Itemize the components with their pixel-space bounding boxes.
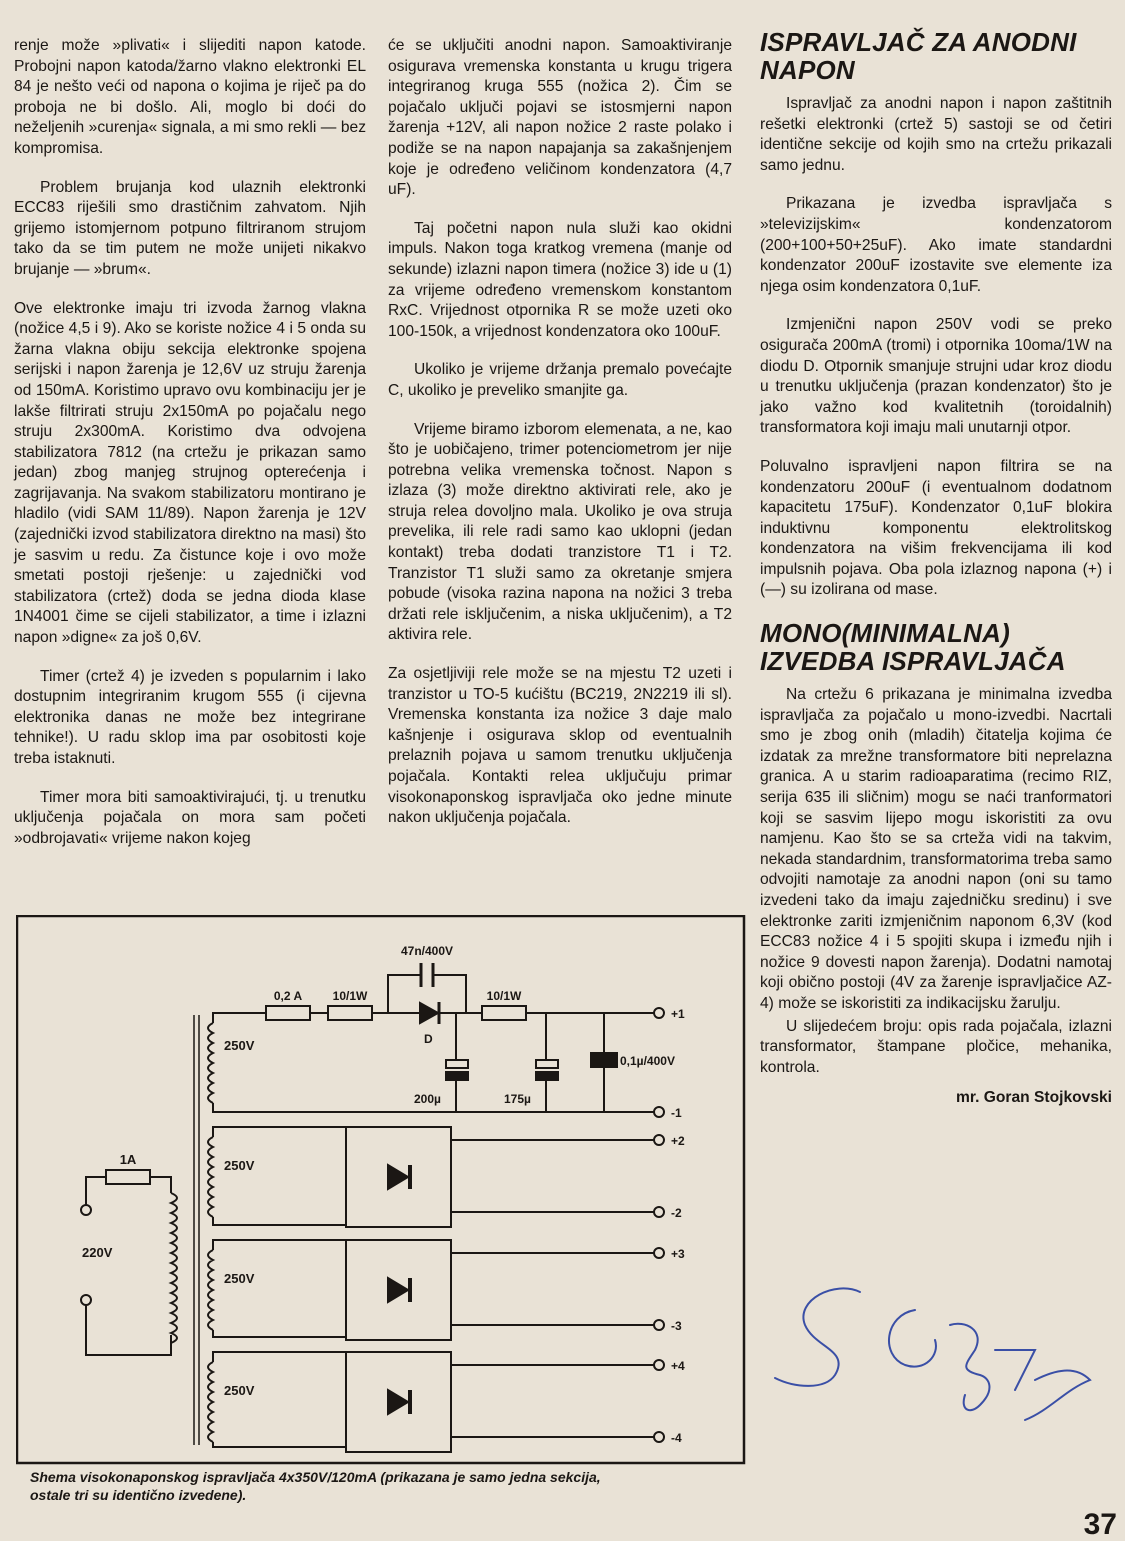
capacitor-200 bbox=[446, 1060, 468, 1068]
primary-winding bbox=[171, 1193, 177, 1343]
handwritten-signature bbox=[765, 1270, 1095, 1440]
paragraph: Problem brujanja kod ulaznih elektronki ECC83 riješili smo drastičnim zahvatom. Njih grijemo istomjernom potpuno filtriranom strujom tako da se tim putem ne može unijeti nikakvo brujanje — »brum«. bbox=[14, 178, 366, 278]
paragraph: Timer (crtež 4) je izveden s popularnim i lako dostupnim integriranim krugom 555 (i cijevna elektronika danas ne može bez integrirane tehnike!). U radu sklop ima par osobitosti koje treba istaknuti. bbox=[14, 667, 366, 767]
paragraph: Poluvalno ispravljeni napon filtrira se na kondenzatoru 200uF (i eventualnom dodatnom kapacitetu 175uF). Kondenzator 0,1uF blokira induktivnu komponentu elektrolitskog kondenzatora na višim frekvencijama ili kod impulsnih pojava. Oba pola izlaznog napona (+) i (—) su izolirana od mase. bbox=[760, 457, 1112, 599]
fuse-section bbox=[266, 1006, 310, 1020]
terminal-label: -2 bbox=[671, 1206, 682, 1220]
terminal-label: +1 bbox=[671, 1007, 685, 1021]
paragraph: U slijedećem broju: opis rada pojačala, izlazni transformator, štampane pločice, mehanika, kontrola. bbox=[760, 1017, 1112, 1076]
terminal bbox=[654, 1207, 664, 1217]
mains-terminal bbox=[81, 1295, 91, 1305]
resistor-1-label: 10/1W bbox=[332, 989, 368, 1003]
diode-label: D bbox=[424, 1032, 433, 1046]
paragraph: Na crtežu 6 prikazana je minimalna izvedba ispravljača za pojačalo u mono-izvedbi. Nacrtali smo je zbog onih (mladih) čitatelja kojima će izdatak za mrežne transformatore biti neprelazna granica. A u starim radioaparatima (recimo RIZ, serija 635 ili sličnim) mogu se naći tranformatori koji se sasvim lijepo mogu iskoristiti za ovu namjenu. Kao što se sa crteža vidi na takvim, nekada standardnim, transformatorima treba samo odvojiti namotaje za anodni napon (oni su tamo izvedeni tako da imaju zajedničku sredinu) i sve elektronke zariti izmjeničnim naponom 6,3V (kod ECC83 nožice 4 i 5 spojiti skupa i između njih i nožice 9 dovesti napon žarenja). Dodatni namotaj koji obično postoji (4V za žarenje ispravljačice AZ-4) može se iskoristiti za indikacijsku žarulju. bbox=[760, 686, 1112, 1012]
diode-symbol bbox=[388, 1278, 408, 1302]
diode-symbol bbox=[388, 1390, 408, 1414]
author-name: mr. Goran Stojkovski bbox=[956, 1089, 1112, 1107]
section-heading: MONO(MINIMALNA) IZVEDBA ISPRAVLJAČA bbox=[760, 618, 1066, 677]
terminal bbox=[654, 1248, 664, 1258]
terminal-label: -4 bbox=[671, 1431, 682, 1445]
secondary-voltage-label: 250V bbox=[224, 1271, 255, 1286]
cap-01-label: 0,1µ/400V bbox=[620, 1054, 675, 1068]
text-column-3 bbox=[760, 28, 1112, 1109]
secondary-windings bbox=[208, 1013, 636, 1447]
resistor-2-label: 10/1W bbox=[486, 989, 522, 1003]
paragraph: Vrijeme biramo izborom elemenata, a ne, kao što je uobičajeno, trimer potenciometrom jer nije potrebna velika vremenska točnost. Napon s izlaza (3) može direktno aktivirati rele, ako je struja relea dovoljno mala. Ukoliko je ova struja prevelika, ili rele radi samo kao uklopni (jedan kontakt) treba dodati tranzistore T1 i T2. Tranzistor T1 služi samo za okretanje smjera pobude (visoka razina napona na nožici 3 treba držati rele isključenim, a niska uključenim), a T2 aktivira rele. bbox=[388, 420, 732, 644]
terminal-label: +3 bbox=[671, 1247, 685, 1261]
paragraph: Taj početni napon nula služi kao okidni impuls. Nakon toga kratkog vremena (manje od sekunde) izlazni napon timera (nožice 3) ide u (1) za vrijeme određeno vremenskom konstantom RxC. Vrijednost otpornika R se može uzeti oko 100-150k, a vrijednost kondenzatora oko 100uF. bbox=[388, 219, 732, 340]
paragraph: Za osjetljiviji rele može se na mjestu T2 uzeti i tranzistor u TO-5 kućištu (BC219, 2N2219 ili sl). Vremenska konstanta iza nožice 3 daje malo kašnjenje i osigurava sklop od eventualnih prelaznih pojava u samom trenutku uključenja pojačala. Kontakti relea uključuju primar visokonaponskog ispravljača oko jedne minute nakon uključenja pojačala. bbox=[388, 665, 732, 827]
secondary-voltage-label: 250V bbox=[224, 1038, 255, 1053]
terminal bbox=[654, 1008, 664, 1018]
rectifier-schematic bbox=[16, 915, 746, 1465]
section-heading: ISPRAVLJAČ ZA ANODNI NAPON bbox=[760, 27, 1077, 85]
mains-terminal bbox=[81, 1205, 91, 1215]
transformer-core bbox=[194, 1015, 199, 1445]
secondary-voltage-label: 250V bbox=[224, 1158, 255, 1173]
section-blocks bbox=[346, 1127, 654, 1452]
paragraph: Ispravljač za anodni napon i napon zaštitnih rešetki elektronki (crtež 5) sastoji se od četiri identične sekcije od kojih smo na crtežu prikazali samo jednu. bbox=[760, 95, 1112, 174]
schematic-frame bbox=[17, 916, 744, 1463]
paragraph: Ukoliko je vrijeme držanja premalo povećajte C, ukoliko je preveliko smanjite ga. bbox=[388, 361, 732, 399]
diode-symbol bbox=[420, 1003, 438, 1023]
text-column-2 bbox=[388, 36, 732, 847]
paragraph: renje može »plivati« i slijediti napon katode. Probojni napon katoda/žarno vlakno elektronki EL 84 je nešto veći od napona o kojima je riječ pa do proboja ne bi došlo. Ali, moglo bi doći do neželjenih »curenja« signala, a mi smo rekli — bez kompromisa. bbox=[14, 37, 366, 157]
figure-caption: Shema visokonaponskog ispravljača 4x350V/120mA (prikazana je samo jedna sekcija, ostale tri su identično izvedene). bbox=[30, 1469, 601, 1503]
paragraph: Ove elektronke imaju tri izvoda žarnog vlakna (nožice 4,5 i 9). Ako se koriste nožice 4 i 5 onda su žarna vlakna obiju sekcija elektronke spojena serijski i napon žarenja je 12,6V uz struju žarenja od 150mA. Koristimo upravo ovu kombinaciju jer je lakše filtrirati struju 2x150mA po pojačalu nego struju 2x300mA. Koristimo dva odvojena stabilizatora 7812 (na crtežu je prikazan samo jedan) zbog manjeg strujnog opterećenja i zagrijavanja. Na svakom stabilizatoru montirano je hladilo (vidi SAM 11/89). Napon žarenja je 12V (zajednički izvod stabilizatora direktno na masi) što je sasvim u redu. Za čistunce koje i ovo može smetati postoji rješenje: u zajednički vod stabilizatora (crtež) doda se jedna dioda klase 1N4001 čime se cijeli stabilizator, a time i izlazni napon »digne« za još 0,6V. bbox=[14, 299, 366, 647]
paragraph: Izmjenični napon 250V vodi se preko osigurača 200mA (tromi) i otpornika 10oma/1W na diodu D. Otpornik smanjuje strujni udar kroz diodu u trenutku uključenja (prazan kondenzator) što je jako važno kod kvalitetnih (toroidalnih) transformatora koji imaju mali unutarnji otpor. bbox=[760, 316, 1112, 437]
terminal-label: +4 bbox=[671, 1359, 685, 1373]
terminal bbox=[654, 1107, 664, 1117]
secondary-voltage-label: 250V bbox=[224, 1383, 255, 1398]
terminal bbox=[654, 1360, 664, 1370]
fuse-main bbox=[106, 1170, 150, 1184]
terminal-label: -1 bbox=[671, 1106, 682, 1120]
text-column-1 bbox=[14, 36, 366, 867]
output-terminals bbox=[654, 1007, 685, 1445]
bypass-cap-label: 47n/400V bbox=[400, 944, 454, 958]
resistor-2 bbox=[482, 1006, 526, 1020]
cap-200-label: 200µ bbox=[414, 1092, 441, 1106]
terminal-label: +2 bbox=[671, 1134, 685, 1148]
diode-symbol bbox=[388, 1165, 408, 1189]
mains-input bbox=[81, 1015, 199, 1445]
page-number: 37 bbox=[1083, 1508, 1117, 1541]
terminal-label: -3 bbox=[671, 1319, 682, 1333]
fuse-main-label: 1A bbox=[119, 1152, 137, 1167]
cap-175-label: 175µ bbox=[504, 1092, 531, 1106]
resistor-1 bbox=[328, 1006, 372, 1020]
mains-voltage-label: 220V bbox=[82, 1245, 113, 1260]
terminal bbox=[654, 1320, 664, 1330]
fuse-section-label: 0,2 A bbox=[273, 989, 303, 1003]
terminal bbox=[654, 1432, 664, 1442]
paragraph: će se uključiti anodni napon. Samoaktiviranje osigurava vremenska konstanta u krugu trigera integriranog kruga 555 (nožica 2). Čim se pojačalo uključi pojavi se istosmjerni napon žarenja +12V, ali napon nožice 2 raste polako i podiže se na napon napajanja sa zakašnjenjem koje je određeno veličinom kondenzatora (4,7 uF). bbox=[388, 37, 732, 199]
terminal bbox=[654, 1135, 664, 1145]
section-1-detail bbox=[266, 944, 675, 1112]
paragraph: Timer mora biti samoaktivirajući, tj. u trenutku uključenja pojačala on mora sam početi »odbrojavati« vrijeme nakon kojeg bbox=[14, 788, 366, 847]
bypass-capacitor bbox=[421, 963, 433, 987]
paragraph: Prikazana je izvedba ispravljača s »televizijskim« kondenzatorom (200+100+50+25uF). Ako imate standardni kondenzator 200uF izostavite sve elemente iza njega osim kondenzatora 0,1uF. bbox=[760, 195, 1112, 295]
capacitor-175 bbox=[536, 1060, 558, 1068]
